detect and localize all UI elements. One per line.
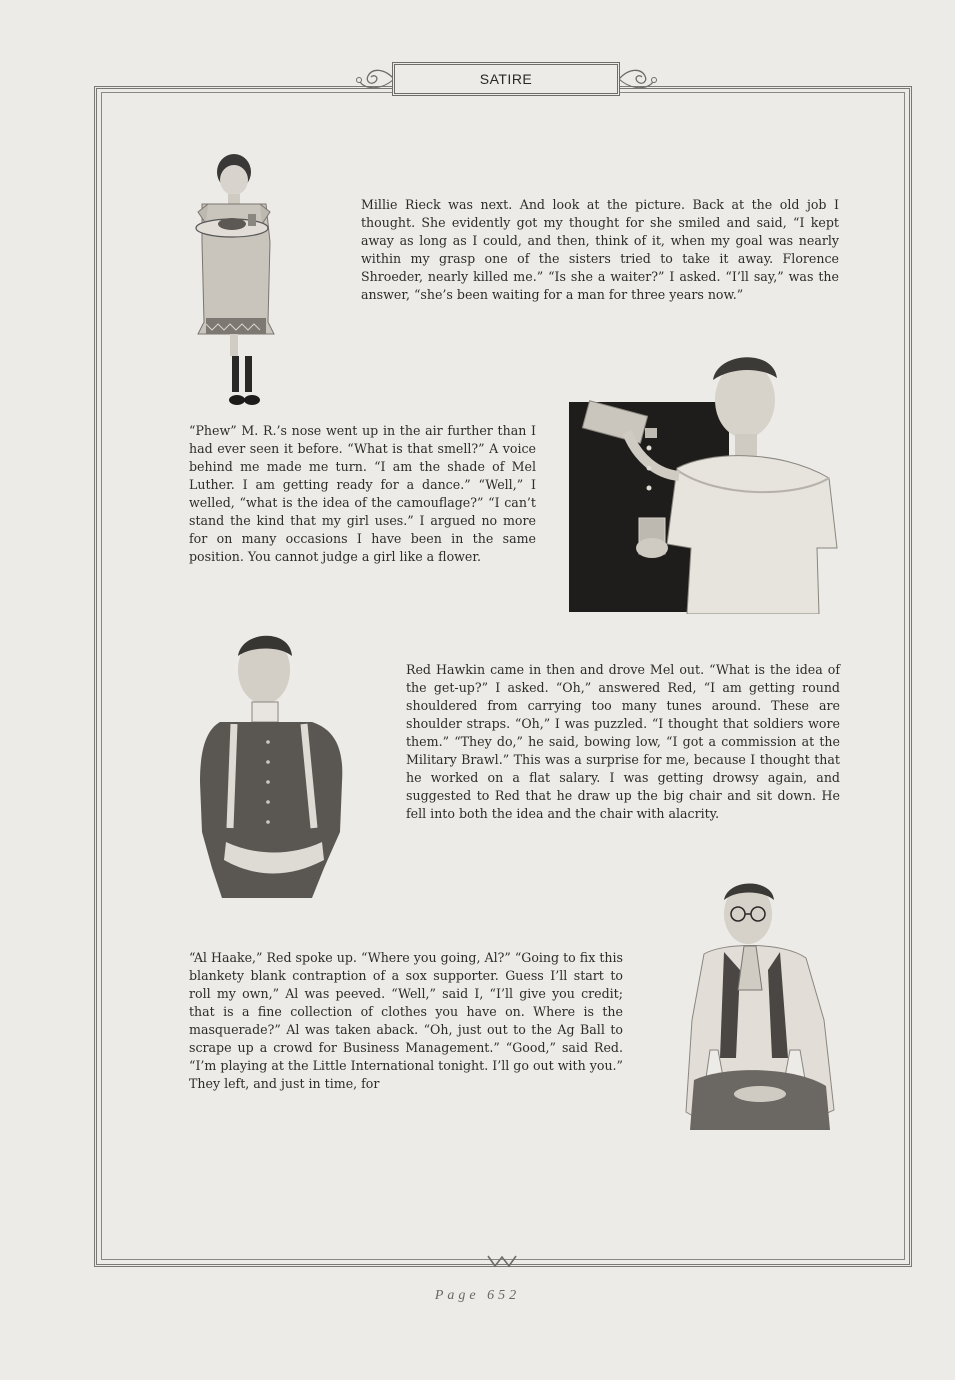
- section-title: SATIRE: [392, 62, 620, 96]
- right-scroll-ornament: [617, 66, 659, 92]
- paragraph-mel-luther: “Phew” M. R.’s nose went up in the air further than I had ever seen it before. “What is that smell?” A voice behind me made me turn. “I am the shade of Mel Luther. I am getting ready for a dance.” “Well,” I welled, “what is the idea of the camouflage?” “I can’t stand the kind that my girl uses.” I argued no more for on many occasions I have been in the same position. You cannot judge a girl like a flower.: [189, 423, 536, 564]
- photo-red-hawkin: [196, 632, 348, 898]
- bottom-w-ornament: [487, 1254, 517, 1268]
- left-scroll-ornament: [354, 66, 396, 92]
- paragraph-al-haake: “Al Haake,” Red spoke up. “Where you going, Al?” “Going to fix this blankety blank contraption of a sox supporter. Guess I’ll start to roll my own,” Al was peeved. “Well,” said I, “I’ll give you credit; that is a fine collection of clothes you have on. Where is the masquerade?” Al was taken aback. “Oh, just out to the Ag Ball to scrape up a crowd for Business Management.” “Good,” said Red. “I’m playing at the Little International tonight. I’ll go out with you.” They left, and just in time, for: [189, 950, 623, 1091]
- photo-waitress-portrait: [188, 142, 280, 412]
- paragraph-red-hawkin: Red Hawkin came in then and drove Mel out. “What is the idea of the get-up?” I asked. “Oh,” answered Red, “I am getting round shouldered from carrying too many tunes around. These are shoulder straps. “Oh,” I was puzzled. “I thought that soldiers wore them.” “They do,” he said, bowing low, “I got a commission at the Military Brawl.” This was a surprise for me, because I thought that he worked on a flat salary. I was getting drowsy again, and suggested to Red that he draw up the big chair and sit down. He fell into both the idea and the chair with alacrity.: [406, 662, 840, 821]
- paragraph-millie-rieck: Millie Rieck was next. And look at the picture. Back at the old job I thought. She evidently got my thought for she smiled and said, “I kept away as long as I could, and then, think of it, when my goal was nearly within my grasp one of the sisters tried to take it away. Florence Shroeder, nearly killed me.” “Is she a waiter?” I asked. “I’ll say,” was the answer, “she’s been waiting for a man for three years now.”: [361, 197, 839, 302]
- page-number: Page 652: [434, 1288, 521, 1303]
- photo-man-pouring-bottle: [567, 348, 839, 614]
- photo-al-haake-seated: [684, 880, 836, 1140]
